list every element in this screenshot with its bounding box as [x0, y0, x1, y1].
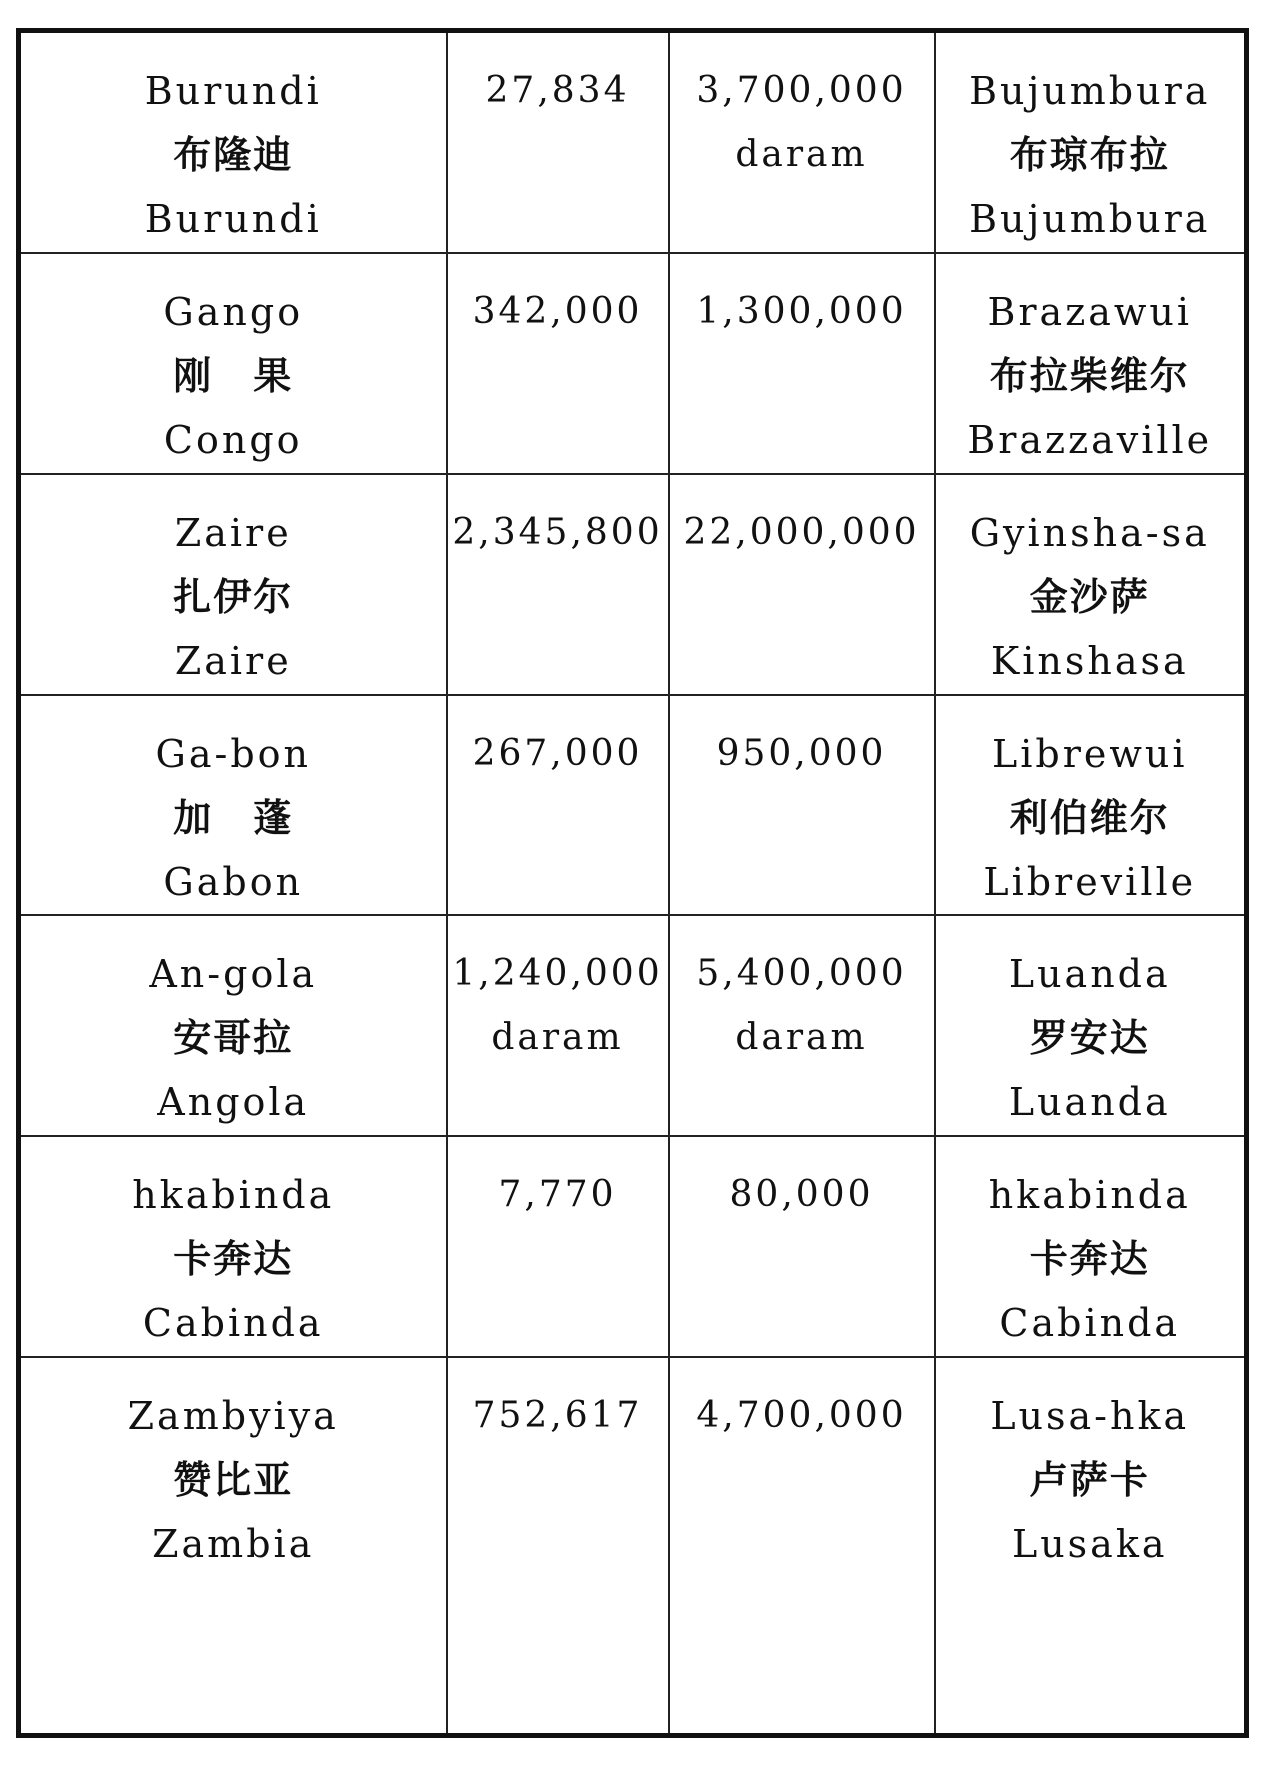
country-chinese-name: 安哥拉: [173, 1016, 294, 1061]
capital-english-name: Libreville: [983, 859, 1197, 904]
area-cell: [447, 253, 669, 474]
capital-cell: [935, 474, 1247, 695]
capital-english-name: Cabinda: [999, 1301, 1181, 1346]
population-cell: [669, 31, 935, 253]
country-kachin-name: Zambyiya: [127, 1393, 339, 1438]
capital-chinese-name: 罗安达: [1029, 1016, 1150, 1061]
country-english-name: Burundi: [144, 197, 322, 241]
country-english-name: Zambia: [152, 1521, 315, 1566]
country-kachin-name: hkabinda: [132, 1173, 335, 1218]
country-chinese-name: 卡奔达: [173, 1237, 294, 1282]
country-table: [16, 28, 1249, 1738]
country-chinese-name: 扎伊尔: [173, 574, 294, 619]
country-cell: [19, 253, 447, 474]
population-value: 22,000,000: [683, 511, 920, 553]
capital-chinese-name: 利伯维尔: [1009, 795, 1170, 840]
country-english-name: Gabon: [163, 859, 304, 904]
area-value: 7,770: [498, 1174, 617, 1216]
area-value: 752,617: [472, 1394, 643, 1436]
country-chinese-name: 布隆迪: [173, 133, 294, 177]
country-english-name: Angola: [157, 1080, 310, 1125]
area-value: 342,000: [472, 290, 643, 332]
capital-kachin-name: hkabinda: [988, 1173, 1191, 1218]
table-row: [19, 695, 1247, 916]
table-row: [19, 915, 1247, 1136]
country-chinese-name: 加 蓬: [173, 795, 294, 840]
country-cell: [19, 1357, 447, 1736]
capital-chinese-name: 卢萨卡: [1029, 1457, 1150, 1502]
population-value: 1,300,000: [696, 290, 907, 332]
table-row: [19, 1136, 1247, 1357]
capital-chinese-name: 金沙萨: [1029, 574, 1150, 619]
capital-english-name: Kinshasa: [990, 638, 1189, 683]
area-value: 267,000: [472, 732, 643, 774]
capital-kachin-name: Lusa-hka: [990, 1393, 1190, 1438]
country-kachin-name: Ga-bon: [155, 731, 312, 776]
population-value: 80,000: [729, 1174, 874, 1216]
population-cell: [669, 915, 935, 1136]
area-note: daram: [491, 1017, 624, 1059]
area-cell: [447, 1357, 669, 1736]
capital-english-name: Bujumbura: [969, 197, 1211, 241]
country-english-name: Cabinda: [142, 1301, 324, 1346]
country-kachin-name: An-gola: [149, 952, 318, 997]
population-value: 4,700,000: [696, 1394, 907, 1436]
table-row: [19, 474, 1247, 695]
country-cell: [19, 31, 447, 253]
capital-english-name: Brazzaville: [967, 417, 1213, 462]
capital-cell: [935, 1136, 1247, 1357]
population-cell: [669, 253, 935, 474]
population-cell: [669, 1357, 935, 1736]
area-cell: [447, 1136, 669, 1357]
population-value: 3,700,000: [696, 70, 907, 111]
population-cell: [669, 474, 935, 695]
capital-cell: [935, 31, 1247, 253]
table-row: [19, 1357, 1247, 1736]
country-english-name: Zaire: [174, 638, 292, 683]
country-english-name: Congo: [163, 417, 303, 462]
capital-cell: [935, 1357, 1247, 1736]
capital-kachin-name: Brazawui: [987, 289, 1193, 334]
country-chinese-name: 刚 果: [173, 353, 294, 398]
population-cell: [669, 1136, 935, 1357]
capital-english-name: Luanda: [1008, 1080, 1171, 1125]
area-cell: [447, 31, 669, 253]
area-value: 2,345,800: [452, 511, 663, 553]
country-kachin-name: Gango: [163, 289, 304, 334]
area-cell: [447, 915, 669, 1136]
capital-kachin-name: Bujumbura: [969, 69, 1211, 113]
population-value: 950,000: [716, 732, 887, 774]
capital-cell: [935, 695, 1247, 916]
country-cell: [19, 915, 447, 1136]
capital-english-name: Lusaka: [1011, 1521, 1168, 1566]
country-cell: [19, 474, 447, 695]
country-cell: [19, 1136, 447, 1357]
area-cell: [447, 474, 669, 695]
table-row: [19, 31, 1247, 253]
table-row: [19, 253, 1247, 474]
capital-kachin-name: Gyinsha-sa: [969, 510, 1210, 555]
population-value: 5,400,000: [696, 953, 907, 995]
area-cell: [447, 695, 669, 916]
capital-cell: [935, 915, 1247, 1136]
area-value: 1,240,000: [452, 953, 663, 995]
capital-chinese-name: 布拉柴维尔: [989, 353, 1190, 398]
population-note: daram: [735, 134, 868, 175]
population-cell: [669, 695, 935, 916]
country-kachin-name: Zaire: [174, 510, 292, 555]
area-value: 27,834: [485, 70, 630, 111]
capital-cell: [935, 253, 1247, 474]
capital-chinese-name: 布琼布拉: [1009, 133, 1170, 177]
capital-chinese-name: 卡奔达: [1029, 1237, 1150, 1282]
population-note: daram: [735, 1017, 868, 1059]
country-cell: [19, 695, 447, 916]
capital-kachin-name: Luanda: [1008, 952, 1171, 997]
capital-kachin-name: Librewui: [991, 731, 1188, 776]
country-kachin-name: Burundi: [144, 69, 322, 113]
country-chinese-name: 赞比亚: [173, 1457, 294, 1502]
